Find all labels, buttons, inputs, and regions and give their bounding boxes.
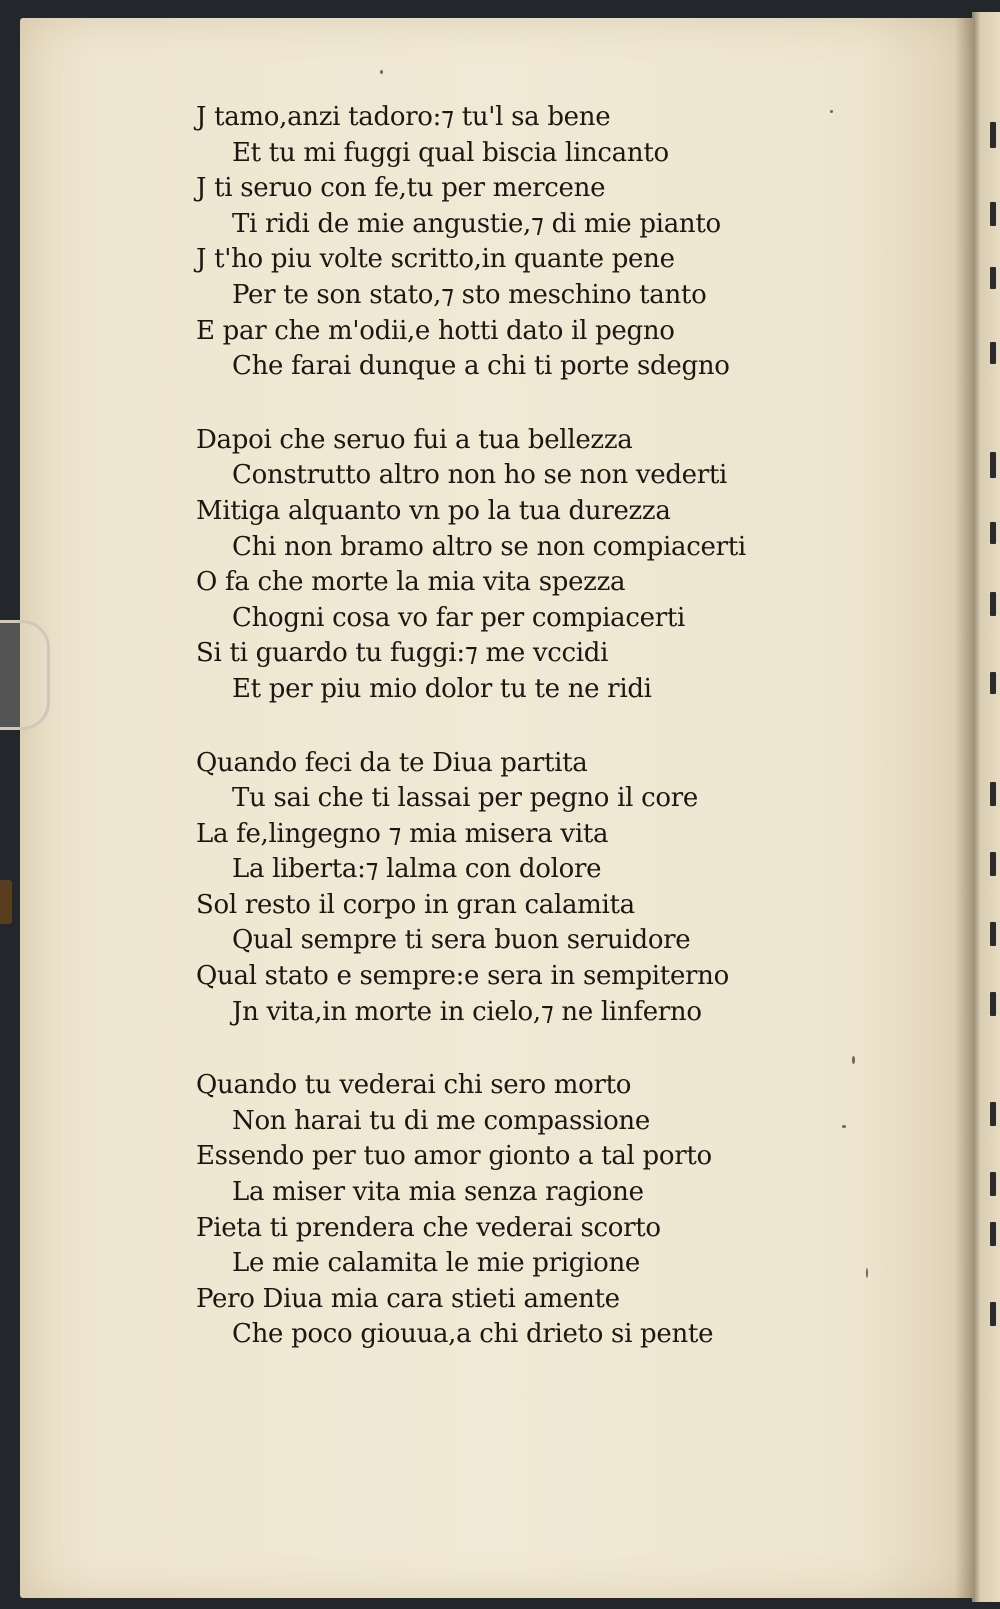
- adjacent-letter-mark: [990, 992, 996, 1016]
- verse-line: Chi non bramo altro se non compiacerti: [232, 531, 746, 562]
- verse-line: Le mie calamita le mie prigione: [232, 1248, 641, 1279]
- adjacent-letter-mark: [990, 922, 996, 946]
- verse-line: Per te son stato,⁊ sto meschino tanto: [232, 279, 707, 310]
- verse-line: Che poco giouua,a chi drieto si pente: [232, 1319, 714, 1350]
- verse-line: Et per piu mio dolor tu te ne ridi: [232, 673, 652, 704]
- adjacent-letter-mark: [990, 782, 996, 806]
- verse-line: Qual stato e sempre:e sera in sempiterno: [196, 961, 729, 992]
- verse-line: J tamo,anzi tadoro:⁊ tu'l sa bene: [196, 102, 611, 132]
- page-clip: [0, 620, 50, 730]
- verse-line: E par che m'odii,e hotti dato il pegno: [196, 315, 675, 346]
- stanza: [196, 423, 816, 708]
- verse-line: Sol resto il corpo in gran calamita: [196, 889, 635, 920]
- verse-line: Quando tu vederai chi sero morto: [196, 1070, 632, 1101]
- paper-speck: [830, 110, 833, 113]
- clip-tab: [0, 880, 12, 924]
- verse-line: J ti seruo con fe,tu per mercene: [196, 173, 606, 204]
- adjacent-letter-mark: [990, 1172, 996, 1196]
- verse-line: La liberta:⁊ lalma con dolore: [232, 854, 602, 885]
- verse-line: Si ti guardo tu fuggi:⁊ me vccidi: [196, 638, 609, 669]
- adjacent-letter-mark: [990, 342, 996, 364]
- verse-line: Mitiga alquanto vn po la tua durezza: [196, 495, 671, 526]
- adjacent-letter-mark: [990, 672, 996, 694]
- verse-line: Jn vita,in morte in cielo,⁊ ne linferno: [232, 996, 702, 1027]
- adjacent-letter-mark: [990, 852, 996, 876]
- paper-speck: [842, 1125, 846, 1128]
- paper-speck: [852, 1056, 855, 1064]
- verse-line: Pero Diua mia cara stieti amente: [196, 1283, 620, 1314]
- adjacent-page-edge: [972, 12, 1000, 1602]
- adjacent-letter-mark: [990, 592, 996, 616]
- stanza: [196, 746, 816, 1031]
- adjacent-letter-mark: [990, 452, 996, 478]
- adjacent-letter-mark: [990, 1302, 996, 1326]
- verse-line: La miser vita mia senza ragione: [232, 1177, 644, 1208]
- verse-line: Dapoi che seruo fui a tua bellezza: [196, 424, 633, 455]
- verse-line: Tu sai che ti lassai per pegno il core: [232, 783, 698, 814]
- poem-text: [196, 100, 816, 1391]
- verse-line: J t'ho piu volte scritto,in quante pene: [196, 244, 675, 275]
- verse-line: Quando feci da te Diua partita: [196, 747, 588, 778]
- adjacent-letter-mark: [990, 1222, 996, 1246]
- verse-line: O fa che morte la mia vita spezza: [196, 567, 626, 598]
- verse-line: Construtto altro non ho se non vederti: [232, 460, 728, 491]
- adjacent-letter-mark: [990, 202, 996, 226]
- verse-line: Pieta ti prendera che vederai scorto: [196, 1212, 661, 1243]
- adjacent-letter-mark: [990, 122, 996, 148]
- gutter-shadow: [955, 18, 975, 1598]
- adjacent-letter-mark: [990, 1102, 996, 1126]
- verse-line: Et tu mi fuggi qual biscia lincanto: [232, 137, 669, 168]
- verse-line: Ti ridi de mie angustie,⁊ di mie pianto: [232, 208, 721, 239]
- adjacent-letter-mark: [990, 522, 996, 544]
- verse-line: Qual sempre ti sera buon seruidore: [232, 925, 691, 956]
- verse-line: Essendo per tuo amor gionto a tal porto: [196, 1141, 712, 1172]
- paper-speck: [380, 70, 383, 74]
- verse-line: Che farai dunque a chi ti porte sdegno: [232, 351, 730, 382]
- stanza: [196, 100, 816, 385]
- verse-line: Chogni cosa vo far per compiacerti: [232, 602, 686, 633]
- verse-line: Non harai tu di me compassione: [232, 1105, 650, 1136]
- adjacent-letter-mark: [990, 267, 996, 289]
- paper-speck: [866, 1268, 868, 1278]
- verse-line: La fe,lingegno ⁊ mia misera vita: [196, 818, 609, 849]
- stanza: [196, 1068, 816, 1353]
